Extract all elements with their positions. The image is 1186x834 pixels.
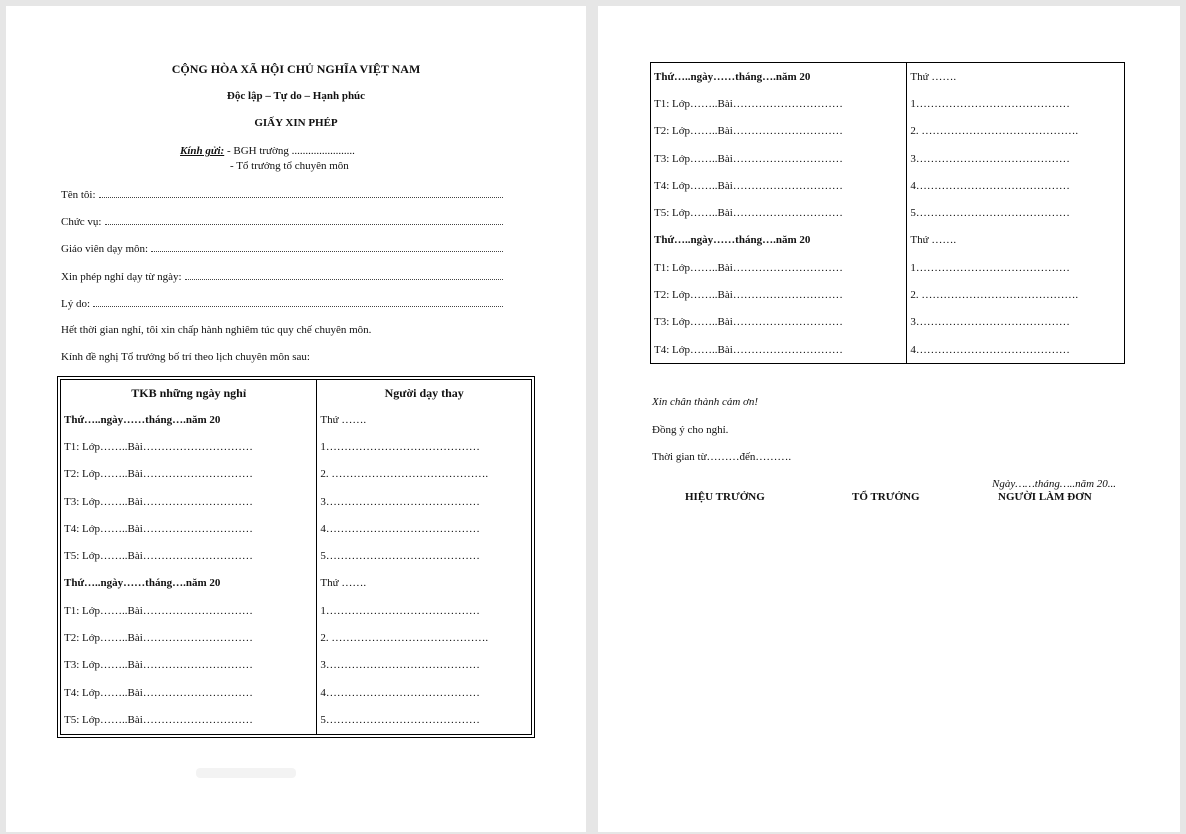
motto: Độc lập – Tự do – Hạnh phúc (226, 90, 366, 102)
position-field[interactable] (61, 215, 503, 228)
table-row (61, 406, 532, 433)
lesson-cell: Thứ…..ngày……tháng….năm 20 (64, 413, 221, 426)
document-page-1 (6, 6, 586, 832)
position-label: Chức vụ: (61, 216, 102, 228)
substitute-cell: 1…………………………………… (907, 90, 1125, 117)
header-tkb: TKB những ngày nghỉ (131, 385, 247, 400)
nation-heading: CỘNG HÒA XÃ HỘI CHỦ NGHĨA VIỆT NAM (171, 62, 421, 76)
reason-label: Lý do: (61, 298, 91, 310)
dotted-line (185, 270, 503, 280)
recipient-block (180, 145, 355, 157)
recipient-label: Kính gửi: (180, 145, 225, 157)
schedule-table-2 (650, 62, 1125, 364)
commitment-text: Hết thời gian nghỉ, tôi xin chấp hành nghiêm túc quy chế chuyên môn. (61, 324, 372, 336)
table-row (651, 145, 1125, 172)
table-header-row (61, 380, 532, 407)
substitute-cell: Thứ ……. (317, 406, 532, 433)
substitute-cell: 3…………………………………… (317, 652, 532, 679)
substitute-cell: 4…………………………………… (907, 336, 1125, 364)
substitute-cell: 1…………………………………… (907, 254, 1125, 281)
lesson-cell: T2: Lớp……..Bài………………………… (654, 125, 843, 138)
lesson-cell: T1: Lớp……..Bài………………………… (654, 97, 843, 110)
name-label: Tên tôi: (61, 189, 96, 201)
leave-date-label: Xin phép nghỉ dạy từ ngày: (61, 271, 182, 283)
lesson-cell: T1: Lớp……..Bài………………………… (64, 604, 253, 617)
table-row (651, 63, 1125, 91)
table-row (651, 90, 1125, 117)
substitute-cell: 4…………………………………… (317, 679, 532, 706)
table-row (651, 227, 1125, 254)
lesson-cell: T1: Lớp……..Bài………………………… (64, 440, 253, 453)
name-field[interactable] (61, 188, 503, 201)
table-row (651, 336, 1125, 364)
head-signature: TỔ TRƯỞNG (852, 491, 920, 503)
header-substitute: Người dạy thay (317, 380, 532, 407)
dotted-line (105, 215, 504, 225)
substitute-cell: Thứ ……. (907, 63, 1125, 91)
lesson-cell: T3: Lớp……..Bài………………………… (64, 495, 253, 508)
document-title: GIẤY XIN PHÉP (254, 117, 338, 129)
lesson-cell: Thứ…..ngày……tháng….năm 20 (654, 234, 811, 247)
lesson-cell: T2: Lớp……..Bài………………………… (64, 632, 253, 645)
lesson-cell: T3: Lớp……..Bài………………………… (64, 659, 253, 672)
dotted-line (151, 242, 503, 252)
table-row (61, 597, 532, 624)
table-row (651, 309, 1125, 336)
recipient-line-1: - BGH trường ....................... (226, 145, 355, 157)
date-line: Ngày……tháng…..năm 20... (992, 478, 1117, 490)
table-row (61, 542, 532, 569)
dotted-line (99, 188, 503, 198)
lesson-cell: T2: Lớp……..Bài………………………… (64, 468, 253, 481)
applicant-signature: NGƯỜI LÀM ĐƠN (998, 491, 1092, 503)
subject-field[interactable] (61, 242, 503, 255)
lesson-cell: T1: Lớp……..Bài………………………… (654, 261, 843, 274)
table-row (61, 461, 532, 488)
lesson-cell: Thứ…..ngày……tháng….năm 20 (64, 577, 221, 590)
scan-smudge (196, 768, 296, 778)
table-row (651, 199, 1125, 226)
principal-signature: HIỆU TRƯỞNG (685, 491, 765, 503)
lesson-cell: T4: Lớp……..Bài………………………… (64, 522, 253, 535)
substitute-cell: 3…………………………………… (907, 145, 1125, 172)
lesson-cell: T5: Lớp……..Bài………………………… (654, 207, 843, 220)
substitute-cell: 5…………………………………… (317, 706, 532, 734)
substitute-cell: 1…………………………………… (317, 433, 532, 460)
document-page-2 (598, 6, 1180, 832)
table-row (61, 433, 532, 460)
recipient-line-2: - Tổ trưởng tổ chuyên môn (230, 160, 349, 172)
approval-text: Đồng ý cho nghỉ. (652, 424, 729, 436)
lesson-cell: T4: Lớp……..Bài………………………… (64, 686, 253, 699)
table-row (651, 172, 1125, 199)
substitute-cell: 3…………………………………… (317, 488, 532, 515)
table-row (61, 706, 532, 734)
substitute-cell: 4…………………………………… (907, 172, 1125, 199)
lesson-cell: T3: Lớp……..Bài………………………… (654, 152, 843, 165)
lesson-cell: T2: Lớp……..Bài………………………… (654, 289, 843, 302)
reason-field[interactable] (61, 297, 503, 310)
substitute-cell: 2. ……………………………………. (317, 624, 532, 651)
table-row (651, 118, 1125, 145)
substitute-cell: 3…………………………………… (907, 309, 1125, 336)
lesson-cell: Thứ…..ngày……tháng….năm 20 (654, 70, 811, 83)
table-row (61, 679, 532, 706)
request-text: Kính đề nghị Tổ trưởng bố trí theo lịch chuyên môn sau: (61, 351, 310, 363)
table-row (61, 515, 532, 542)
lesson-cell: T5: Lớp……..Bài………………………… (64, 550, 253, 563)
schedule-table-1 (60, 379, 532, 735)
table-row (61, 652, 532, 679)
dotted-line (93, 297, 503, 307)
substitute-cell: Thứ ……. (317, 570, 532, 597)
subject-label: Giáo viên dạy môn: (61, 243, 149, 255)
table-row (61, 488, 532, 515)
substitute-cell: 5…………………………………… (317, 542, 532, 569)
substitute-cell: Thứ ……. (907, 227, 1125, 254)
table-row (651, 254, 1125, 281)
lesson-cell: T4: Lớp……..Bài………………………… (654, 179, 843, 192)
substitute-cell: 2. ……………………………………. (317, 461, 532, 488)
thanks-text: Xin chân thành cảm ơn! (652, 396, 759, 408)
table-row (61, 570, 532, 597)
lesson-cell: T4: Lớp……..Bài………………………… (654, 343, 843, 356)
period-text: Thời gian từ………đến………. (652, 451, 792, 463)
table-row (61, 624, 532, 651)
substitute-cell: 5…………………………………… (907, 199, 1125, 226)
leave-date-field[interactable] (61, 270, 503, 283)
substitute-cell: 2. ……………………………………. (907, 281, 1125, 308)
substitute-cell: 1…………………………………… (317, 597, 532, 624)
lesson-cell: T5: Lớp……..Bài………………………… (64, 713, 253, 726)
table-row (651, 281, 1125, 308)
substitute-cell: 4…………………………………… (317, 515, 532, 542)
lesson-cell: T3: Lớp……..Bài………………………… (654, 316, 843, 329)
substitute-cell: 2. ……………………………………. (907, 118, 1125, 145)
